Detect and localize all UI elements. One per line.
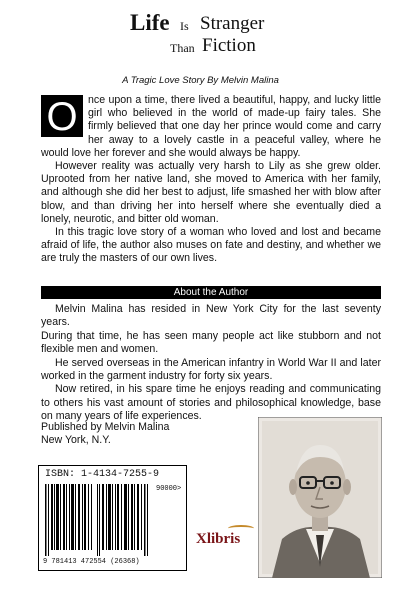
- about-paragraph-1: Melvin Malina has resided in New York City for the last seventy years.: [41, 303, 381, 329]
- about-author-heading: About the Author: [41, 286, 381, 299]
- publisher-line-2: New York, N.Y.: [41, 434, 111, 447]
- book-subtitle: A Tragic Love Story By Melvin Malina: [122, 75, 279, 86]
- barcode-bars: [45, 484, 155, 556]
- isbn-number: ISBN: 1-4134-7255-9: [45, 469, 160, 480]
- title-fiction: Fiction: [202, 35, 256, 56]
- price-code: 90000>: [156, 485, 182, 493]
- isbn-barcode: [38, 465, 187, 571]
- about-paragraph-4: Now retired, in his spare time he enjoys reading and communicating to others his vast amount of stories and philosophical knowledge, base on many years of life experiences.: [41, 383, 381, 423]
- title-is: Is: [180, 19, 189, 33]
- book-title: [130, 10, 290, 62]
- about-author-text: [41, 303, 381, 424]
- about-paragraph-3: He served overseas in the American infantry in World War II and later worked in the garment industry for forty six years.: [41, 356, 381, 383]
- story-paragraph-1: [41, 94, 381, 160]
- title-than: Than: [170, 41, 195, 55]
- publisher-line-1: Published by Melvin Malina: [41, 421, 170, 433]
- barcode-digits: 9 781413 472554 (26368): [43, 558, 140, 566]
- story-paragraph-2: However reality was actually very harsh to Lily as she grew older. Uprooted from her native land, she moved to America with her family, and although she did her best to adjust, life smashed her with blow after blow, and than driving her into herself where she eventually died a lonely, neurotic, and bitter old woman.: [41, 160, 381, 225]
- author-photo: [258, 417, 382, 578]
- story-blurb: [41, 94, 381, 266]
- story-paragraph-1-text: nce upon a time, there lived a beautiful, happy, and lucky little girl who believed in the world of made-up fairy tales. She firmly believed that one day her prince would come and carry her away to a lovely castle in a peaceful valley, where he would love her forever and she would always be happy.: [41, 94, 381, 159]
- publisher-logo: Xlibris: [196, 531, 241, 547]
- about-paragraph-2: During that time, he has seen many people act like stubborn and not flexible men and women.: [41, 329, 381, 356]
- publisher-info: [41, 421, 169, 448]
- title-life: Life: [130, 10, 170, 35]
- story-paragraph-3: In this tragic love story of a woman who loved and lost and became afraid of life, the author also muses on fate and destiny, and whether we are truly the masters of our own lives.: [41, 226, 381, 265]
- title-stranger: Stranger: [200, 13, 265, 34]
- drop-cap: O: [41, 95, 83, 137]
